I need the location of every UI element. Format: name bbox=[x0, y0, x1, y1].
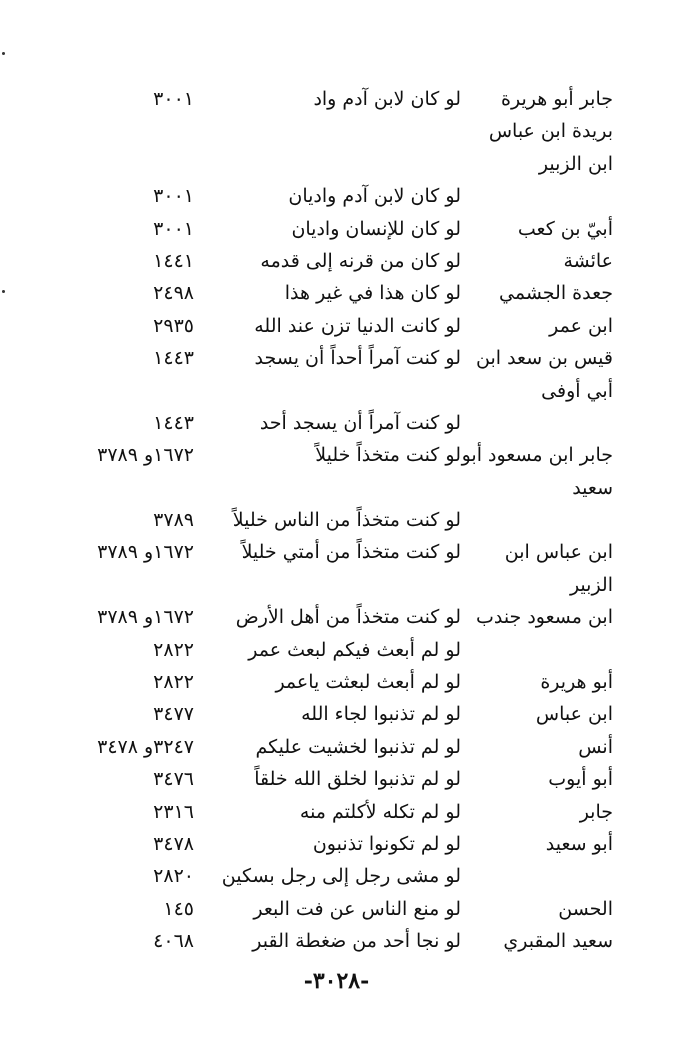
hadith-text: لو كنت متخذاً من الناس خليلاً bbox=[232, 509, 461, 532]
index-row bbox=[0, 504, 673, 536]
hadith-reference-number: ٣٠٠١ bbox=[153, 185, 194, 208]
hadith-reference-number: ٣٤٧٨ bbox=[153, 832, 194, 855]
narrator-name: أنس bbox=[578, 735, 613, 758]
hadith-reference-number: ٣٤٧٦ bbox=[153, 768, 194, 791]
hadith-text: لو كنت آمراً أن يسجد أحد bbox=[259, 411, 461, 434]
narrator-name: جابر ابن مسعود أبو bbox=[461, 444, 613, 467]
narrator-name: أبو سعيد bbox=[545, 832, 613, 855]
hadith-reference-number: ٢٨٢٢ bbox=[153, 671, 194, 694]
narrator-name: سعيد bbox=[572, 476, 613, 499]
narrator-name: ابن عباس bbox=[535, 703, 613, 726]
index-row bbox=[0, 245, 673, 277]
narrator-name: بريدة ابن عباس bbox=[488, 120, 613, 143]
hadith-reference-number: ١٤٤٣ bbox=[153, 411, 194, 434]
index-row bbox=[0, 310, 673, 342]
narrator-name: الزبير bbox=[569, 573, 613, 596]
hadith-text: لو مشى رجل إلى رجل بسكين bbox=[221, 865, 461, 888]
narrator-name: الحسن bbox=[558, 897, 613, 920]
index-row bbox=[0, 601, 673, 633]
index-row bbox=[0, 277, 673, 309]
hadith-reference-number: ٢٤٩٨ bbox=[153, 282, 194, 305]
index-row bbox=[0, 569, 673, 601]
hadith-text: لو لم أبعث فيكم لبعث عمر bbox=[248, 638, 461, 661]
hadith-text: لو كان للإنسان واديان bbox=[291, 217, 461, 240]
index-row bbox=[0, 698, 673, 730]
index-row bbox=[0, 536, 673, 568]
hadith-reference-number: ٣٠٠١ bbox=[153, 217, 194, 240]
narrator-name: ابن عباس ابن bbox=[504, 541, 613, 564]
index-row bbox=[0, 180, 673, 212]
hadith-text: لو كان لابن آدم واد bbox=[313, 88, 461, 110]
hadith-reference-number: ٣٧٨٩ bbox=[153, 509, 194, 532]
hadith-reference-number: ٢٩٣٥ bbox=[153, 314, 194, 337]
hadith-text: لو كنت متخذاً خليلاً bbox=[315, 444, 461, 467]
hadith-reference-number: ٣٢٤٧و ٣٤٧٨ bbox=[97, 735, 194, 758]
hadith-reference-number: ١٤٤١ bbox=[153, 249, 194, 272]
index-row bbox=[0, 634, 673, 666]
narrator-name: أبي أوفى bbox=[541, 379, 613, 402]
index-row bbox=[0, 375, 673, 407]
hadith-reference-number: ١٦٧٢و ٣٧٨٩ bbox=[97, 541, 194, 564]
hadith-reference-number: ٣٤٧٧ bbox=[153, 703, 194, 726]
hadith-text: لو لم تذنبوا لجاء الله bbox=[301, 703, 461, 726]
hadith-reference-number: ٢٣١٦ bbox=[153, 800, 194, 823]
index-row bbox=[0, 860, 673, 892]
index-row bbox=[0, 763, 673, 795]
hadith-text: لو كان من قرنه إلى قدمه bbox=[260, 249, 461, 272]
hadith-text: لو لم تكله لأكلتم منه bbox=[299, 800, 461, 823]
hadith-reference-number: ٢٨٢٢ bbox=[153, 638, 194, 661]
hadith-text: لو منع الناس عن فت البعر bbox=[253, 897, 461, 920]
index-row bbox=[0, 342, 673, 374]
index-row bbox=[0, 925, 673, 957]
narrator-name: ابن عمر bbox=[549, 314, 613, 337]
index-row bbox=[0, 828, 673, 860]
narrator-name: سعيد المقبري bbox=[503, 930, 613, 953]
narrator-name: أبو أيوب bbox=[548, 768, 613, 791]
hadith-text: لو كنت آمراً أحداً أن يسجد bbox=[254, 347, 461, 370]
index-row bbox=[0, 213, 673, 245]
narrator-name: عائشة bbox=[563, 249, 613, 272]
scan-mark bbox=[2, 52, 5, 55]
narrator-name: أبو هريرة bbox=[540, 671, 613, 694]
hadith-reference-number: ٣٠٠١ bbox=[153, 88, 194, 110]
index-row bbox=[0, 796, 673, 828]
hadith-text: لو كنت متخذاً من أمتي خليلاً bbox=[241, 541, 461, 564]
index-row bbox=[0, 115, 673, 147]
hadith-text: لو كانت الدنيا تزن عند الله bbox=[254, 314, 461, 337]
hadith-reference-number: ٢٨٢٠ bbox=[153, 865, 194, 888]
hadith-reference-number: ٤٠٦٨ bbox=[153, 930, 194, 953]
hadith-reference-number: ١٦٧٢و ٣٧٨٩ bbox=[97, 606, 194, 629]
narrator-name: جابر أبو هريرة bbox=[501, 88, 613, 110]
index-table bbox=[0, 83, 673, 958]
narrator-name: ابن مسعود جندب bbox=[475, 606, 613, 629]
index-row bbox=[0, 893, 673, 925]
index-row bbox=[0, 407, 673, 439]
hadith-text: لو لم تكونوا تذنبون bbox=[312, 832, 461, 855]
hadith-reference-number: ١٤٥ bbox=[163, 897, 194, 920]
hadith-text: لو لم أبعث لبعثت ياعمر bbox=[275, 671, 461, 694]
index-row bbox=[0, 83, 673, 115]
hadith-reference-number: ١٦٧٢و ٣٧٨٩ bbox=[97, 444, 194, 467]
narrator-name: جعدة الجشمي bbox=[499, 282, 613, 305]
hadith-text: لو لم تذنبوا لخشيت عليكم bbox=[255, 735, 461, 758]
index-row bbox=[0, 472, 673, 504]
index-row bbox=[0, 148, 673, 180]
hadith-text: لو نجا أحد من ضغطة القبر bbox=[252, 930, 461, 953]
index-row bbox=[0, 731, 673, 763]
narrator-name: قيس بن سعد ابن bbox=[476, 347, 613, 370]
page-number: -٣٠٢٨- bbox=[303, 968, 370, 994]
hadith-reference-number: ١٤٤٣ bbox=[153, 347, 194, 370]
narrator-name: أبيّ بن كعب bbox=[517, 217, 613, 240]
hadith-text: لو كان هذا في غير هذا bbox=[284, 282, 461, 305]
narrator-name: جابر bbox=[579, 800, 613, 823]
hadith-text: لو كنت متخذاً من أهل الأرض bbox=[235, 606, 461, 629]
hadith-text: لو لم تذنبوا لخلق الله خلقاً bbox=[254, 768, 461, 791]
hadith-text: لو كان لابن آدم واديان bbox=[288, 185, 461, 208]
index-row bbox=[0, 439, 673, 471]
narrator-name: ابن الزبير bbox=[538, 152, 613, 175]
index-row bbox=[0, 666, 673, 698]
